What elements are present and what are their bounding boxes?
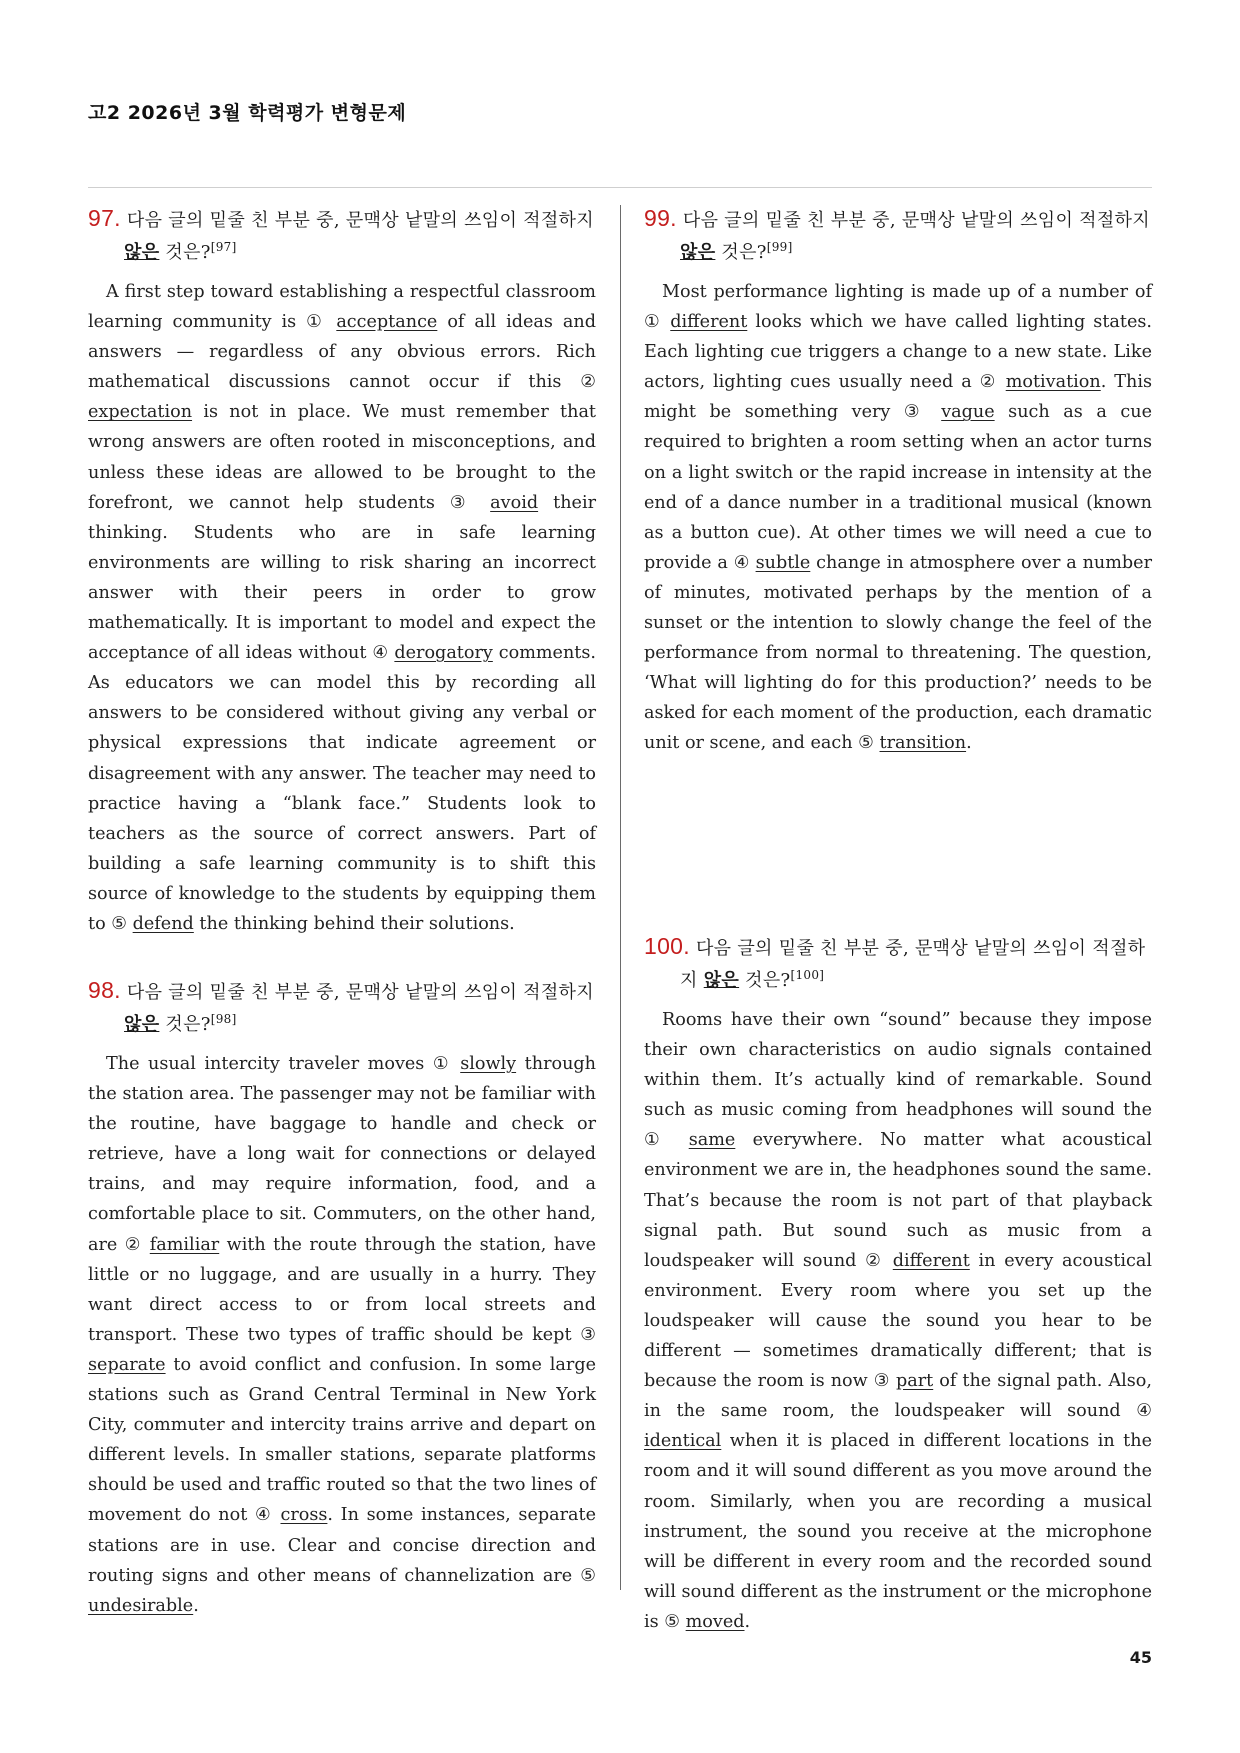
underlined-word: cross (280, 1505, 328, 1526)
question-98-passage: The usual intercity traveler moves ① slowly through the station area. The passenger may not be familiar with the routine, have baggage to handle and check or retrieve, have a long wait for connections or delayed trains, and may require information, food, and a comfortable place to sit. Commuters, on the other hand, are ② familiar with the route through the station, have little or no luggage, and are usually in a hurry. They want direct access to or from local streets and transport. These two types of traffic should be kept ③ separate to avoid conflict and confusion. In some large stations such as Grand Central Terminal in New York City, commuter and intercity trains arrive and depart on different levels. In smaller stations, separate platforms should be used and traffic routed so that the two lines of movement do not ④ cross. In some instances, separate stations are in use. Clear and concise direction and routing signs and other means of channelization are ⑤ undesirable. (88, 1054, 596, 1616)
negation-word: 않은 (124, 242, 160, 263)
underlined-word: moved (685, 1611, 745, 1632)
underlined-word: derogatory (394, 643, 493, 664)
question-100 (644, 930, 1152, 1637)
question-97-passage: A first step toward establishing a respectful classroom learning community is ① acceptance of all ideas and answers — regardless of any obvious errors. Rich mathematical discussions cannot occur if this ② expectation is not in place. We must remember that wrong answers are often rooted in misconceptions, and unless these ideas are allowed to be brought to the forefront, we cannot help students ③ avoid their thinking. Students who are in safe learning environments are willing to risk sharing an incorrect answer with their peers in order to grow mathematically. It is important to model and expect the acceptance of all ideas without ④ derogatory comments. As educators we can model this by recording all answers to be considered without giving any verbal or physical expressions that indicate agreement or disagreement with any answer. The teacher may need to practice having a “blank face.” Students look to teachers as the source of correct answers. Part of building a safe learning community is to shift this source of knowledge to the students by equipping them to ⑤ defend the thinking behind their solutions. (88, 282, 596, 934)
underlined-word: subtle (755, 552, 811, 573)
reference-mark: [100] (790, 968, 825, 982)
underlined-word: different (892, 1250, 970, 1271)
question-97 (88, 202, 596, 939)
question-99-passage: Most performance lighting is made up of a number of ① different looks which we have called lighting states. Each lighting cue triggers a change to a new state. Like actors, lighting cues usually need a ② motivation. This might be something very ③ vague such as a cue required to brighten a room setting when an actor turns on a light switch or the rapid increase in intensity at the end of a dance number in a traditional musical (known as a button cue). At other times we will need a cue to provide a ④ subtle change in atmosphere over a number of minutes, motivated perhaps by the mention of a sunset or the intention to slowly change the feel of the performance from normal to threatening. The question, ‘What will lighting do for this production?’ needs to be asked for each moment of the production, each dramatic unit or scene, and each ⑤ transition. (644, 282, 1152, 754)
reference-mark: [97] (210, 240, 237, 254)
underlined-word: familiar (149, 1234, 220, 1255)
page-number: 45 (1129, 1648, 1152, 1667)
underlined-word: identical (644, 1431, 722, 1452)
underlined-word: part (895, 1371, 934, 1392)
question-97-prompt: 97. 다음 글의 밑줄 친 부분 중, 문맥상 낱말의 쓰임이 적절하지 않은 것은?[97] (88, 205, 594, 263)
underlined-word: acceptance (336, 312, 438, 333)
underlined-word: defend (132, 913, 194, 934)
negation-word: 않은 (680, 242, 716, 263)
underlined-word: transition (879, 733, 967, 754)
page-header-title: 고2 2026년 3월 학력평가 변형문제 (88, 102, 407, 124)
reference-mark: [98] (210, 1012, 237, 1026)
reference-mark: [99] (766, 240, 793, 254)
underlined-word: undesirable (88, 1595, 194, 1616)
negation-word: 않은 (703, 970, 740, 991)
question-98-prompt: 98. 다음 글의 밑줄 친 부분 중, 문맥상 낱말의 쓰임이 적절하지 않은 것은?[98] (88, 977, 594, 1035)
question-98-number: 98. (88, 977, 121, 1003)
negation-word: 않은 (124, 1014, 160, 1035)
underlined-word: separate (88, 1354, 166, 1375)
underlined-word: avoid (490, 492, 539, 513)
question-99-number: 99. (644, 205, 677, 231)
question-97-number: 97. (88, 205, 121, 231)
underlined-word: different (670, 312, 748, 333)
question-98 (88, 974, 596, 1621)
underlined-word: slowly (460, 1054, 517, 1074)
underlined-word: expectation (88, 402, 193, 423)
question-100-prompt: 100. 다음 글의 밑줄 친 부분 중, 문맥상 낱말의 쓰임이 적절하지 않은 것은?[100] (644, 933, 1146, 991)
question-100-number: 100. (644, 933, 690, 959)
question-99 (644, 202, 1152, 759)
question-100-passage: Rooms have their own “sound” because they impose their own characteristics on audio signals contained within them. It’s actually kind of remarkable. Sound such as music coming from headphones will sound the ① same everywhere. No matter what acoustical environment we are in, the headphones sound the same. That’s because the room is not part of that playback signal path. But sound such as music from a loudspeaker will sound ② different in every acoustical environment. Every room where you set up the loudspeaker will cause the sound you hear to be different — sometimes dramatically different; that is because the room is now ③ part of the signal path. Also, in the same room, the loudspeaker will sound ④ identical when it is placed in different locations in the room and it will sound different as you move around the room. Similarly, when you are recording a musical instrument, the sound you receive at the microphone will be different in every room and the recorded sound will sound different as the instrument or the microphone is ⑤ moved. (644, 1010, 1152, 1632)
header-rule (88, 187, 1152, 188)
underlined-word: motivation (1005, 372, 1101, 393)
underlined-word: vague (941, 402, 995, 423)
column-divider (620, 205, 621, 1590)
underlined-word: same (688, 1130, 736, 1151)
question-99-prompt: 99. 다음 글의 밑줄 친 부분 중, 문맥상 낱말의 쓰임이 적절하지 않은 것은?[99] (644, 205, 1150, 263)
